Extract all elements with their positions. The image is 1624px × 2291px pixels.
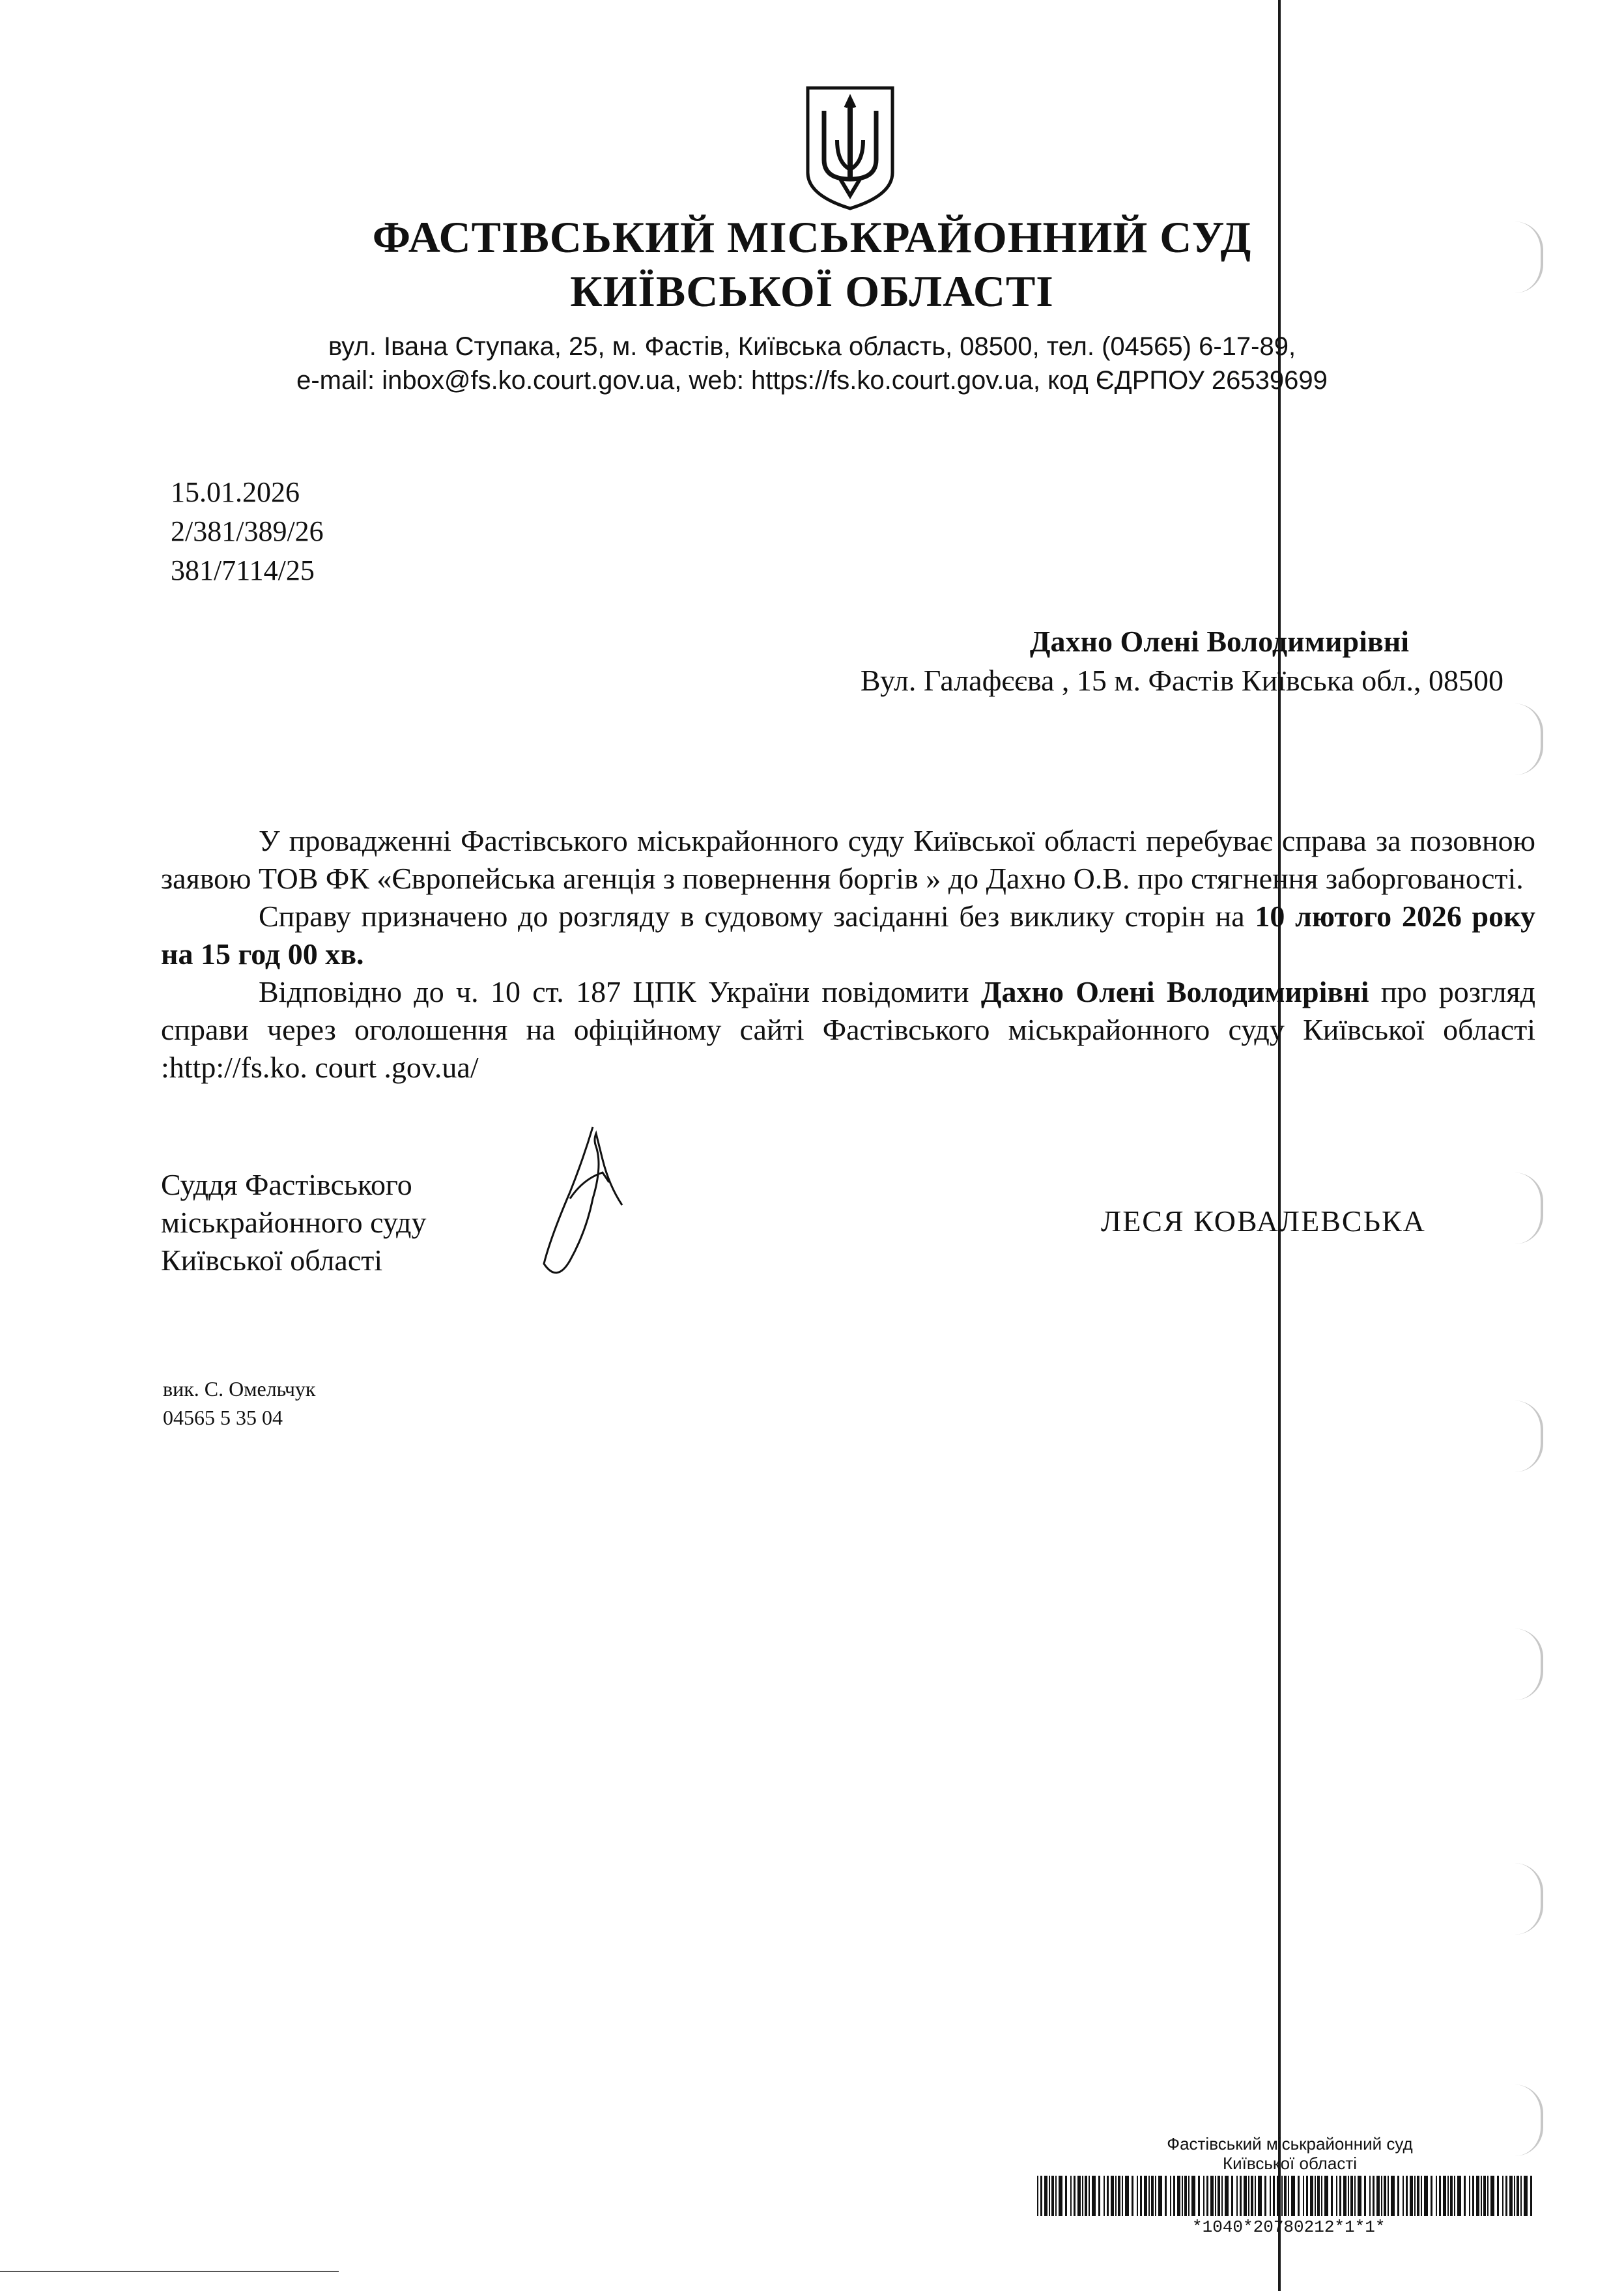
barcode-bar	[1173, 2176, 1175, 2216]
executor-name: вик. С. Омельчук	[163, 1377, 316, 1401]
punch-hole-mark	[1515, 1401, 1543, 1472]
notice-text-end: про розгляд справи через оголошення на офіційному сайті Фастівського міськрайонного суду Київської області :http://fs.ko. court .gov.ua/	[161, 975, 1535, 1084]
barcode-bar	[1454, 2176, 1455, 2216]
executor-phone: 04565 5 35 04	[163, 1406, 283, 1429]
notice-text-start: Відповідно до ч. 10 ст. 187 ЦПК України повідомити	[259, 975, 981, 1008]
barcode-bar	[1339, 2176, 1341, 2216]
outgoing-number: 2/381/389/26	[171, 515, 324, 547]
barcode-bar	[1111, 2176, 1114, 2216]
barcode-bar	[1369, 2176, 1371, 2216]
hearing-text: Справу призначено до розгляду в судовому засіданні без виклику сторін на	[259, 900, 1255, 933]
barcode-bar	[1447, 2176, 1449, 2216]
barcode-bar	[1381, 2176, 1382, 2216]
barcode-bar	[1151, 2176, 1154, 2216]
barcode-bar	[1303, 2176, 1304, 2216]
barcode-bar	[1364, 2176, 1366, 2216]
barcode-bar	[1115, 2176, 1117, 2216]
barcode-bar	[1165, 2176, 1167, 2216]
barcode-bar	[1358, 2176, 1361, 2216]
barcode-bar	[1158, 2176, 1162, 2216]
barcode-bar	[1148, 2176, 1150, 2216]
barcode-bar	[1206, 2176, 1208, 2216]
body-paragraph-2	[161, 898, 1535, 973]
barcode-bar	[1436, 2176, 1437, 2216]
judge-name: ЛЕСЯ КОВАЛЕВСЬКА	[1101, 1204, 1426, 1238]
document-barcode	[1037, 2176, 1535, 2216]
barcode-bar	[1384, 2176, 1386, 2216]
barcode-bar	[1431, 2176, 1432, 2216]
stamp-court-name: Фастівський міськрайонний суд	[1167, 2134, 1413, 2154]
barcode-bar	[1288, 2176, 1289, 2216]
barcode-bar	[1281, 2176, 1283, 2216]
barcode-bar	[1376, 2176, 1380, 2216]
barcode-bar	[1343, 2176, 1346, 2216]
barcode-number: *1040*20780212*1*1*	[1192, 2217, 1386, 2237]
barcode-bar	[1040, 2176, 1042, 2216]
barcode-bar	[1137, 2176, 1138, 2216]
barcode-bar	[1350, 2176, 1353, 2216]
barcode-bar	[1155, 2176, 1156, 2216]
barcode-bar	[1317, 2176, 1320, 2216]
barcode-bar	[1264, 2176, 1266, 2216]
barcode-bar	[1122, 2176, 1123, 2216]
barcode-bar	[1490, 2176, 1494, 2216]
recipient-name: Дахно Олені Володимирівні	[1029, 625, 1409, 658]
barcode-bar	[1331, 2176, 1333, 2216]
stamp-region: Київської області	[1222, 2154, 1358, 2173]
barcode-bar	[1098, 2176, 1100, 2216]
barcode-bar	[1439, 2176, 1441, 2216]
recipient-address: Вул. Галафєєва , 15 м. Фастів Київська обл., 08500	[860, 664, 1503, 697]
barcode-bar	[1388, 2176, 1389, 2216]
barcode-bar	[1373, 2176, 1375, 2216]
barcode-bar	[1277, 2176, 1280, 2216]
judge-title-line2: міськрайонного суду	[161, 1206, 427, 1239]
barcode-bar	[1198, 2176, 1200, 2216]
executor-info	[163, 1374, 315, 1432]
court-address-line2: e-mail: inbox@fs.ko.court.gov.ua, web: https://fs.ko.court.gov.ua, код ЄДРПОУ 26539699	[296, 366, 1328, 395]
barcode-bar	[1324, 2176, 1328, 2216]
letter-body	[161, 822, 1535, 1087]
barcode-bar	[1348, 2176, 1349, 2216]
barcode-bar	[1248, 2176, 1249, 2216]
barcode-bar	[1469, 2176, 1470, 2216]
barcode-bar	[1104, 2176, 1105, 2216]
barcode-bar	[1074, 2176, 1076, 2216]
barcode-bar	[1472, 2176, 1474, 2216]
court-name-line1: ФАСТІВСЬКИЙ МІСЬКРАЙОННИЙ СУД	[372, 212, 1252, 262]
barcode-bar	[1298, 2176, 1300, 2216]
barcode-bar	[1170, 2176, 1171, 2216]
barcode-bar	[1403, 2176, 1404, 2216]
trident-emblem-icon	[801, 81, 899, 212]
barcode-bar	[1273, 2176, 1275, 2216]
barcode-bar	[1524, 2176, 1528, 2216]
barcode-bar	[1321, 2176, 1322, 2216]
barcode-bar	[1236, 2176, 1238, 2216]
barcode-bar	[1055, 2176, 1057, 2216]
barcode-bar	[1457, 2176, 1461, 2216]
barcode-bar	[1144, 2176, 1147, 2216]
barcode-bar	[1464, 2176, 1466, 2216]
barcode-bar	[1251, 2176, 1253, 2216]
barcode-bar	[1125, 2176, 1129, 2216]
barcode-bar	[1315, 2176, 1316, 2216]
document-date: 15.01.2026	[171, 476, 300, 508]
barcode-bar	[1391, 2176, 1395, 2216]
barcode-bar	[1291, 2176, 1295, 2216]
barcode-bar	[1306, 2176, 1308, 2216]
barcode-bar	[1406, 2176, 1408, 2216]
barcode-bar	[1487, 2176, 1489, 2216]
barcode-bar	[1410, 2176, 1413, 2216]
barcode-bar	[1509, 2176, 1513, 2216]
punch-hole-mark	[1515, 1863, 1543, 1935]
barcode-bar	[1049, 2176, 1050, 2216]
barcode-bar	[1310, 2176, 1313, 2216]
judge-title-line1: Суддя Фастівського	[161, 1168, 412, 1201]
barcode-bar	[1184, 2176, 1187, 2216]
barcode-bar	[1450, 2176, 1453, 2216]
barcode-bar	[1476, 2176, 1479, 2216]
barcode-bar	[1221, 2176, 1223, 2216]
barcode-bar	[1188, 2176, 1190, 2216]
barcode-bar	[1481, 2176, 1482, 2216]
barcode-bar	[1502, 2176, 1503, 2216]
barcode-bar	[1191, 2176, 1195, 2216]
footer-rule	[0, 2271, 339, 2272]
barcode-bar	[1065, 2176, 1067, 2216]
barcode-bar	[1132, 2176, 1133, 2216]
barcode-bar	[1240, 2176, 1242, 2216]
notice-recipient-name: Дахно Олені Володимирівні	[980, 975, 1369, 1008]
barcode-bar	[1421, 2176, 1422, 2216]
punch-hole-mark	[1515, 704, 1543, 775]
barcode-bar	[1231, 2176, 1233, 2216]
barcode-bar	[1118, 2176, 1120, 2216]
court-name-line2: КИЇВСЬКОЇ ОБЛАСТІ	[570, 266, 1054, 316]
barcode-bar	[1070, 2176, 1072, 2216]
court-address-line1: вул. Івана Ступака, 25, м. Фастів, Київська область, 08500, тел. (04565) 6-17-89,	[328, 332, 1296, 361]
barcode-bar	[1092, 2176, 1096, 2216]
barcode-bar	[1085, 2176, 1087, 2216]
barcode-bar	[1255, 2176, 1256, 2216]
barcode-bar	[1397, 2176, 1399, 2216]
punch-hole-mark	[1515, 1629, 1543, 1700]
barcode-bar	[1059, 2176, 1062, 2216]
barcode-bar	[1037, 2176, 1038, 2216]
barcode-bar	[1140, 2176, 1142, 2216]
barcode-bar	[1520, 2176, 1522, 2216]
barcode-bar	[1483, 2176, 1486, 2216]
judge-title	[161, 1166, 426, 1279]
handwritten-signature	[531, 1120, 648, 1290]
hearing-date: 10 лютого 2026 року на 15 год 00 хв.	[161, 900, 1535, 971]
judge-title-line3: Київської області	[161, 1244, 383, 1277]
punch-hole-mark	[1515, 1173, 1543, 1244]
barcode-bar	[1514, 2176, 1515, 2216]
barcode-bar	[1051, 2176, 1054, 2216]
barcode-bar	[1077, 2176, 1081, 2216]
barcode-bar	[1354, 2176, 1356, 2216]
barcode-bar	[1517, 2176, 1519, 2216]
body-paragraph-3	[161, 973, 1535, 1087]
punch-hole-mark	[1515, 2085, 1543, 2156]
barcode-bar	[1424, 2176, 1428, 2216]
barcode-bar	[1497, 2176, 1499, 2216]
barcode-bar	[1218, 2176, 1220, 2216]
case-number: 381/7114/25	[171, 554, 315, 586]
barcode-bar	[1215, 2176, 1216, 2216]
barcode-bar	[1225, 2176, 1229, 2216]
barcode-bar	[1089, 2176, 1090, 2216]
barcode-bar	[1530, 2176, 1532, 2216]
barcode-bar	[1336, 2176, 1337, 2216]
barcode-bar	[1270, 2176, 1271, 2216]
barcode-bar	[1044, 2176, 1047, 2216]
barcode-bar	[1284, 2176, 1287, 2216]
barcode-bar	[1182, 2176, 1183, 2216]
barcode-bar	[1244, 2176, 1247, 2216]
barcode-bar	[1107, 2176, 1109, 2216]
barcode-bar	[1414, 2176, 1416, 2216]
barcode-bar	[1082, 2176, 1083, 2216]
barcode-bar	[1258, 2176, 1262, 2216]
barcode-bar	[1177, 2176, 1180, 2216]
barcode-bar	[1417, 2176, 1419, 2216]
body-paragraph-1: У провадженні Фастівського міськрайонного суду Київської області перебуває справа за позовною заявою ТОВ ФК «Європейська агенція з повернення боргів » до Дахно О.В. про стягнення заборгованості.	[161, 824, 1535, 895]
barcode-bar	[1203, 2176, 1204, 2216]
barcode-bar	[1505, 2176, 1507, 2216]
barcode-bar	[1443, 2176, 1446, 2216]
barcode-bar	[1210, 2176, 1214, 2216]
